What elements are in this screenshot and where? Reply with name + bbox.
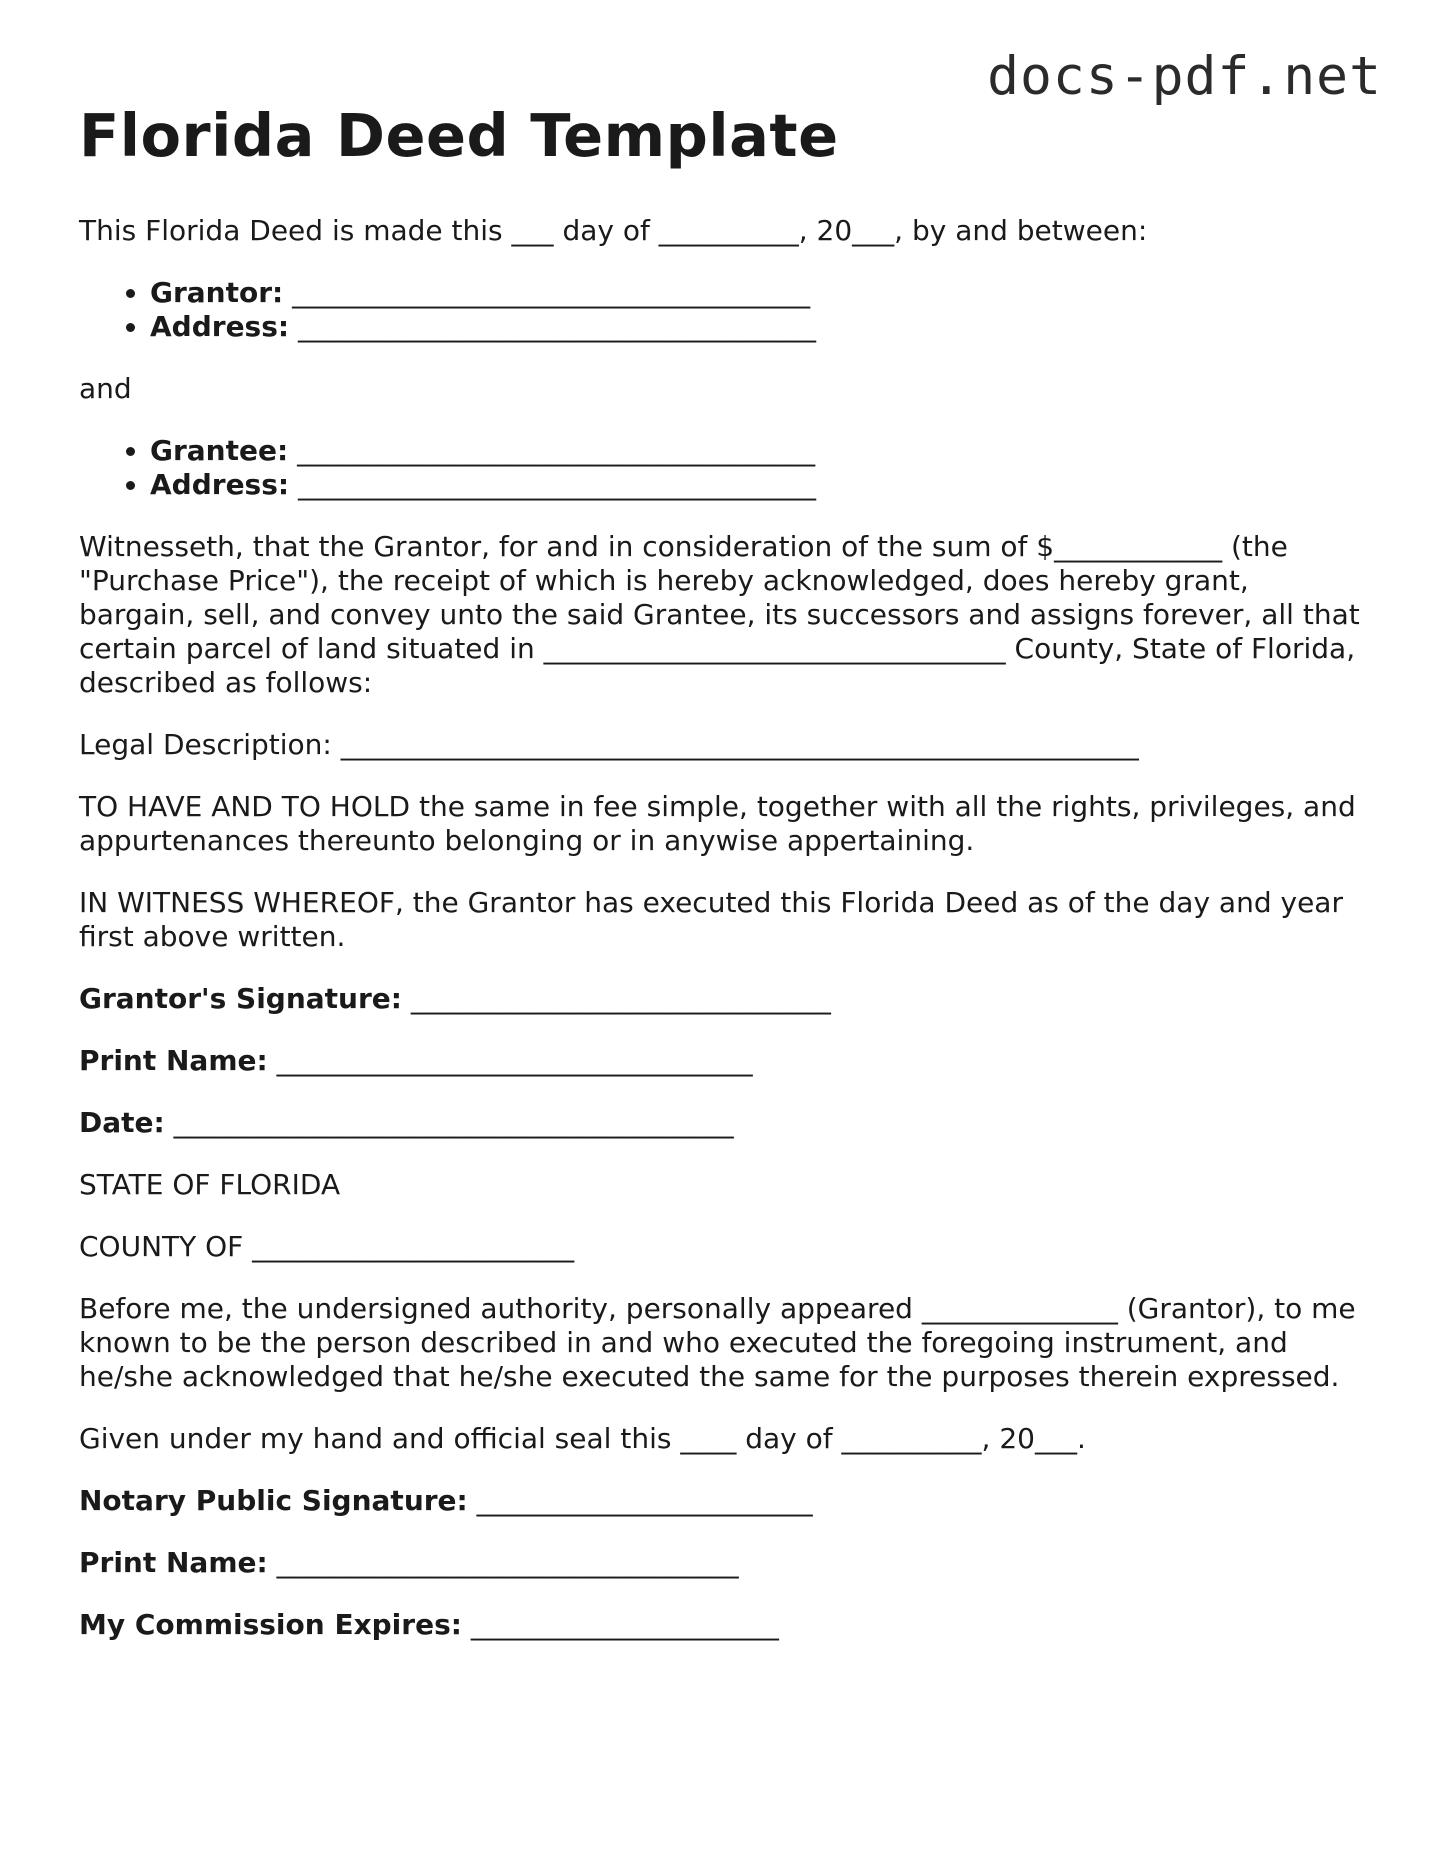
grantee-field [150, 434, 1369, 468]
commission-expires-blank: ______________________ [461, 1608, 779, 1641]
grantor-address-blank: _____________________________________ [289, 310, 816, 343]
grantor-field [150, 276, 1369, 310]
grantee-address-field [150, 468, 1369, 502]
watermark: docs-pdf.net [987, 46, 1382, 107]
grantor-signature-line [79, 982, 1369, 1016]
county-line: COUNTY OF _______________________ [79, 1230, 575, 1263]
deed-document [79, 96, 1369, 1670]
state-heading: STATE OF FLORIDA [79, 1168, 341, 1201]
grantor-print-name-line [79, 1044, 1369, 1078]
intro-paragraph: This Florida Deed is made this ___ day of __________, 20___, by and between: [79, 214, 1148, 247]
grantee-label: Grantee: [150, 434, 289, 467]
and-text: and [79, 372, 132, 405]
grantee-address-label: Address: [150, 468, 290, 501]
witnesseth-paragraph: Witnesseth, that the Grantor, for and in consideration of the sum of $____________ (the "Purchase Price"), the receipt of which is hereby acknowledged, does hereby grant, bargain, sell, and convey unto the said Grantee, its successors and assigns forever, all that certain parcel of land situated in _________________________________ County, State of Florida, described as follows: [79, 530, 1369, 699]
grantee-address-blank: _____________________________________ [289, 468, 816, 501]
notary-print-name-line [79, 1546, 1369, 1580]
notary-signature-blank: ________________________ [467, 1484, 813, 1517]
grantor-list [79, 276, 1369, 344]
acknowledgment-paragraph: Before me, the undersigned authority, personally appeared ______________ (Grantor), to me known to be the person described in and who executed the foregoing instrument, and he/she acknowledged that he/she executed the same for the purposes therein expressed. [79, 1292, 1365, 1393]
grantor-date-line [79, 1106, 1369, 1140]
grantor-signature-label: Grantor's Signature: [79, 982, 402, 1015]
grantor-address-label: Address: [150, 310, 290, 343]
grantor-print-name-label: Print Name: [79, 1044, 268, 1077]
notary-print-name-label: Print Name: [79, 1546, 268, 1579]
grantee-blank: _____________________________________ [288, 434, 816, 467]
habendum-paragraph: TO HAVE AND TO HOLD the same in fee simple, together with all the rights, privileges, and appurtenances thereunto belonging or in anywise appertaining. [79, 790, 1365, 857]
commission-expires-line [79, 1608, 1369, 1642]
grantee-list [79, 434, 1369, 502]
notary-print-name-blank: _________________________________ [267, 1546, 739, 1579]
in-witness-paragraph: IN WITNESS WHEREOF, the Grantor has executed this Florida Deed as of the day and year first above written. [79, 886, 1352, 953]
grantor-print-name-blank: __________________________________ [267, 1044, 753, 1077]
commission-expires-label: My Commission Expires: [79, 1608, 462, 1641]
grantor-blank: _____________________________________ [283, 276, 811, 309]
given-under-paragraph: Given under my hand and official seal this ____ day of __________, 20___. [79, 1422, 1086, 1455]
legal-description: Legal Description: _________________________________________________________ [79, 728, 1139, 761]
grantor-label: Grantor: [150, 276, 284, 309]
page-title: Florida Deed Template [79, 101, 839, 170]
grantor-address-field [150, 310, 1369, 344]
notary-signature-line [79, 1484, 1369, 1518]
grantor-date-label: Date: [79, 1106, 165, 1139]
notary-signature-label: Notary Public Signature: [79, 1484, 468, 1517]
grantor-signature-blank: ______________________________ [401, 982, 831, 1015]
grantor-date-blank: ________________________________________ [164, 1106, 734, 1139]
